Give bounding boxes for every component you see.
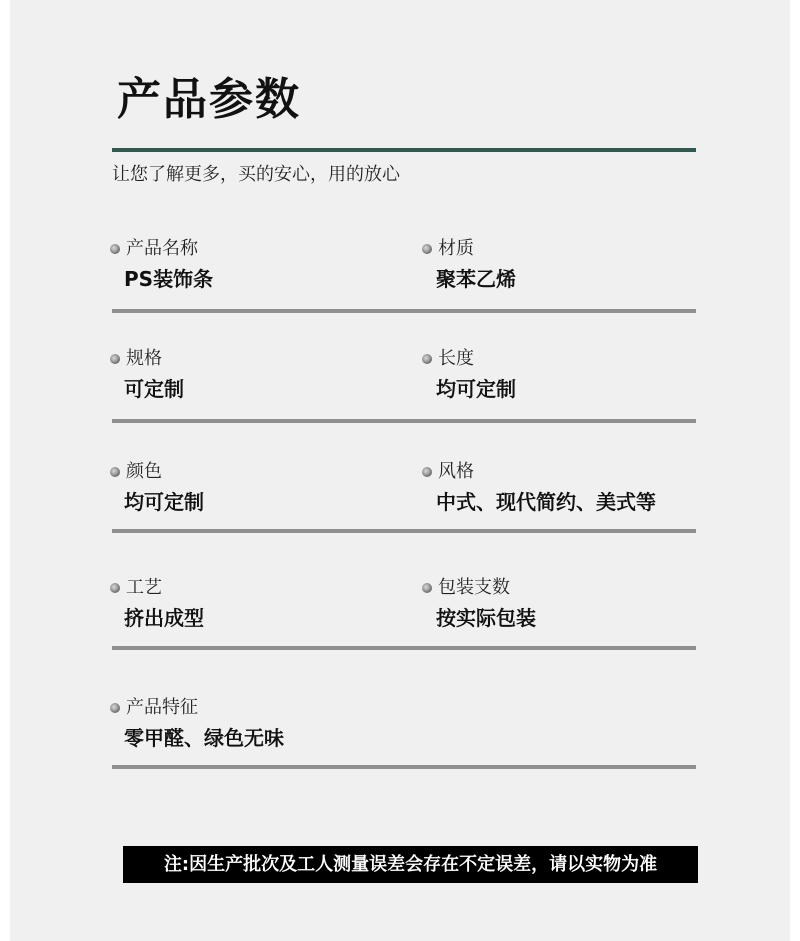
- spec-label: 颜色: [126, 461, 162, 482]
- spec-value: 聚苯乙烯: [436, 267, 516, 291]
- spec-value: 中式、现代简约、美式等: [436, 490, 656, 514]
- spec-value: 均可定制: [124, 490, 204, 514]
- bullet-icon: [110, 583, 120, 593]
- bullet-icon: [422, 244, 432, 254]
- spec-value: 可定制: [124, 377, 184, 401]
- row-divider: [112, 529, 696, 533]
- spec-label: 产品特征: [126, 697, 198, 718]
- spec-label: 包装支数: [438, 577, 510, 598]
- row-divider: [112, 419, 696, 423]
- bullet-icon: [422, 467, 432, 477]
- spec-value: PS装饰条: [124, 267, 214, 291]
- bullet-icon: [422, 354, 432, 364]
- bullet-icon: [422, 583, 432, 593]
- spec-value: 按实际包装: [436, 606, 536, 630]
- bullet-icon: [110, 703, 120, 713]
- bullet-icon: [110, 467, 120, 477]
- row-divider: [112, 646, 696, 650]
- spec-label: 材质: [438, 238, 474, 259]
- row-divider: [112, 765, 696, 769]
- spec-value: 挤出成型: [124, 606, 204, 630]
- page-title: 产品参数: [117, 74, 301, 125]
- row-divider: [112, 309, 696, 313]
- bullet-icon: [110, 244, 120, 254]
- spec-value: 均可定制: [436, 377, 516, 401]
- disclaimer-note: 注:因生产批次及工人测量误差会存在不定误差，请以实物为准: [123, 846, 698, 883]
- spec-label: 长度: [438, 348, 474, 369]
- spec-label: 风格: [438, 461, 474, 482]
- spec-label: 规格: [126, 348, 162, 369]
- title-divider: [112, 148, 696, 152]
- spec-label: 工艺: [126, 577, 162, 598]
- page-subtitle: 让您了解更多，买的安心，用的放心: [112, 164, 400, 185]
- spec-value: 零甲醛、绿色无味: [124, 726, 284, 750]
- bullet-icon: [110, 354, 120, 364]
- spec-label: 产品名称: [126, 238, 198, 259]
